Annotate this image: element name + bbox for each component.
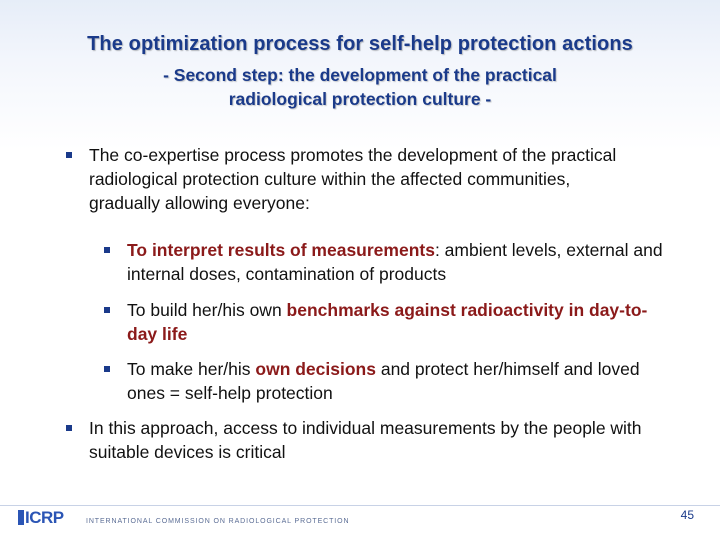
bullet-1 (66, 143, 646, 215)
bullet-square-icon (66, 425, 72, 431)
bullet-square-icon (104, 366, 110, 372)
sub-bullet-3 (104, 357, 674, 405)
sub-bullet-2-pre: To build her/his own (127, 300, 287, 320)
sub-bullet-3-highlight: own decisions (255, 359, 376, 379)
sub-bullet-2 (104, 298, 674, 346)
sub-bullet-3-rest: and protect her/himself and loved ones = self-help protection (127, 359, 640, 403)
logo-block-icon (18, 510, 24, 525)
organization-name: INTERNATIONAL COMMISSION ON RADIOLOGICAL PROTECTION (86, 518, 350, 525)
slide-subtitle (100, 63, 620, 111)
sub-bullet-1-highlight: To interpret results of measurements (127, 240, 435, 260)
sub-bullet-1-rest: : ambient levels, external and internal doses, contamination of products (127, 240, 663, 284)
bullet-square-icon (104, 247, 110, 253)
bullet-square-icon (104, 307, 110, 313)
bullet-2 (66, 416, 666, 464)
sub-bullet-1 (104, 238, 674, 286)
sub-bullet-2-highlight: benchmarks against radioactivity in day-to-day life (127, 300, 648, 344)
subtitle-line-1: - Second step: the development of the practical (163, 65, 557, 85)
sub-bullet-2-text (127, 298, 674, 346)
footer-divider (0, 505, 720, 506)
sub-bullet-1-text (127, 238, 674, 286)
icrp-logo (18, 510, 64, 526)
sub-bullet-3-text (127, 357, 674, 405)
subtitle-line-2: radiological protection culture - (228, 89, 492, 109)
slide-title: The optimization process for self-help protection actions (87, 33, 633, 55)
sub-bullet-3-pre: To make her/his (127, 359, 256, 379)
bullet-1-text: The co-expertise process promotes the development of the practical radiological protection culture within the affected communities, gradually allowing everyone: (89, 145, 617, 213)
page-number: 45 (680, 508, 694, 522)
bullet-2-text: In this approach, access to individual measurements by the people with suitable devices is critical (89, 418, 642, 462)
bullet-square-icon (66, 152, 72, 158)
logo-text: ICRP (25, 508, 64, 527)
